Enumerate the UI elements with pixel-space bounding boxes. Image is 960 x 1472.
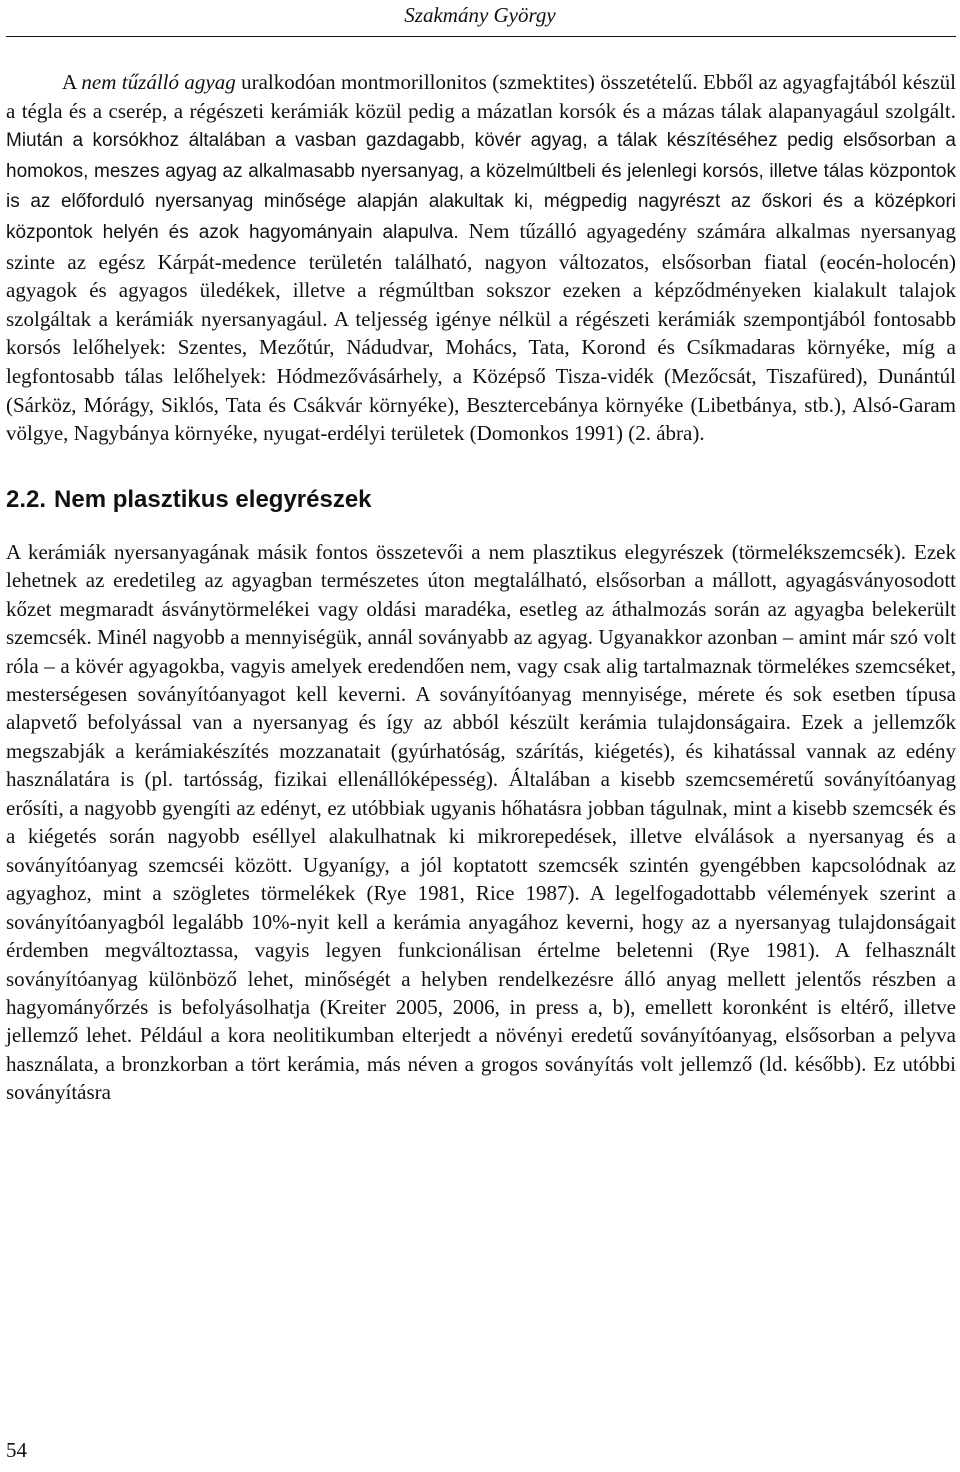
paragraph-text-a: uralkodóan montmorillonitos (szmektites) összetételű. Ebből az agyagfajtából készül a tégla és a cserép, a régészeti kerámiák közül pedig a mázatlan korsók és a mázas tálak alapanyagául szolgált. [6, 70, 957, 123]
section-body [6, 538, 956, 1107]
running-head-author: Szakmány György [404, 3, 556, 27]
paragraph-nem-tuzallo-agyag [6, 68, 956, 448]
section-heading [6, 484, 956, 516]
paragraph-text-c: Nem tűzálló agyagedény számára alkalmas nyersanyag szinte az egész Kárpát-medence területén található, nagyon változatos, elsősorban fiatal (eocén-holocén) agyagok és agyagos üledékek, illetve a régmúltban sokszor ezeken a képződményeken kialakult talajok szolgáltak a kerámiák nyersanyagául. A teljesség igénye nélkül a régészeti kerámiák szempontjából fontosabb korsós lelőhelyek: Szentes, Mezőtúr, Nádudvar, Mohács, Tata, Korond és Csíkmadaras környéke, míg a legfontosabb tálas lelőhelyek: Hódmezővásárhely, a Középső Tisza-vidék (Mezőcsát, Tiszafüred), Dunántúl (Sárköz, Mórágy, Siklós, Tata és Csákvár környéke), Besztercebánya környéke (Libetbánya, stb.), Alsó-Garam völgye, Nagybánya környéke, nyugat-erdélyi területek (Domonkos 1991) (2. ábra). [6, 218, 956, 446]
emphasis-term: nem tűzálló agyag [81, 70, 236, 94]
paragraph-nem-plasztikus: A kerámiák nyersanyagának másik fontos összetevői a nem plasztikus elegyrészek (törmelékszemcsék). Ezek lehetnek az eredetileg az agyagban természetes úton megtalálható, elsősorban a mállott, agyagásványosodott kőzet megmaradt ásványtörmelékei vagy oldási maradéka, esetleg az áthalmozás során az agyagba belekerült szemcsék. Minél nagyobb a mennyiségük, annál soványabb az agyag. Ugyanakkor azonban – amint már szó volt róla – a kövér agyagokba, vagyis amelyek eredendően nem, vagy csak alig tartalmaznak törmelékes szemcséket, mesterségesen soványítóanyagot kell keverni. A soványítóanyag mennyisége, mérete és sok esetben típusa alapvető befolyással van a nyersanyag és így az abból készült kerámia tulajdonságaira. Ezek a jellemzők megszabják a kerámiakészítés mozzanatait (gyúrhatóság, szárítás, kiégetés), és kihatással vannak az edény használatára is (pl. tartósság, fizikai ellenállóképesség). Általában a kisebb szemcseméretű soványítóanyag erősíti, a nagyobb gyengíti az edényt, ez utóbbiak ugyanis hőhatásra jobban tágulnak, mint a kisebb szemcsék és a kiégetés során nagyobb eséllyel alakulhatnak ki mikrorepedések, illetve elválások a nyersanyag és a soványítóanyag szemcséi között. Ugyanígy, a jól koptatott szemcsék szintén gyengébben kapcsolódnak az agyaghoz, mint a szögletes törmelékek (Rye 1981, Rice 1987). A legelfogadottabb vélemények szerint a soványítóanyagból legalább 10%-nyit kell a kerámia anyagához keverni, hogy az a nyersanyag tulajdonságait érdemben megváltoztassa, vagyis legyen funkcionálisan értelme beletenni (Rye 1981). A felhasznált soványítóanyag különböző lehet, minőségét a helyben rendelkezésre álló anyag mellett jelentős részben a hagyományőrzés is befolyásolhatja (Kreiter 2005, 2006, in press a, b), emellett koronként is eltérő, illetve jellemző lehet. Például a kora neolitikumban elterjedt a növényi eredetű soványítóanyag, elsősorban a pelyva használata, a bronzkorban a tört kerámia, más néven a grogos soványítás volt jellemző (ld. később). Ez utóbbi soványításra [6, 539, 956, 1105]
page-body [6, 68, 956, 1107]
paragraph-text-b: Miután a korsókhoz általában a vasban gazdagabb, kövér agyag, a tálak készítéséhez pedig elsősorban a homokos, meszes agyag az alkalmasabb nyersanyag, a közelmúltbeli és jelenlegi korsós, illetve tálas központok is az előforduló nyersanyag minősége alapján alakultak ki, mégpedig nagyrészt az őskori és a középkori központok helyén és azok hagyományain alapulva. [6, 130, 956, 243]
section-title: Nem plasztikus elegyrészek [54, 485, 372, 513]
page-number: 54 [6, 1438, 27, 1462]
section-number: 2.2. [6, 485, 47, 513]
paragraph-lead: A [62, 70, 82, 94]
header-rule [6, 36, 956, 37]
